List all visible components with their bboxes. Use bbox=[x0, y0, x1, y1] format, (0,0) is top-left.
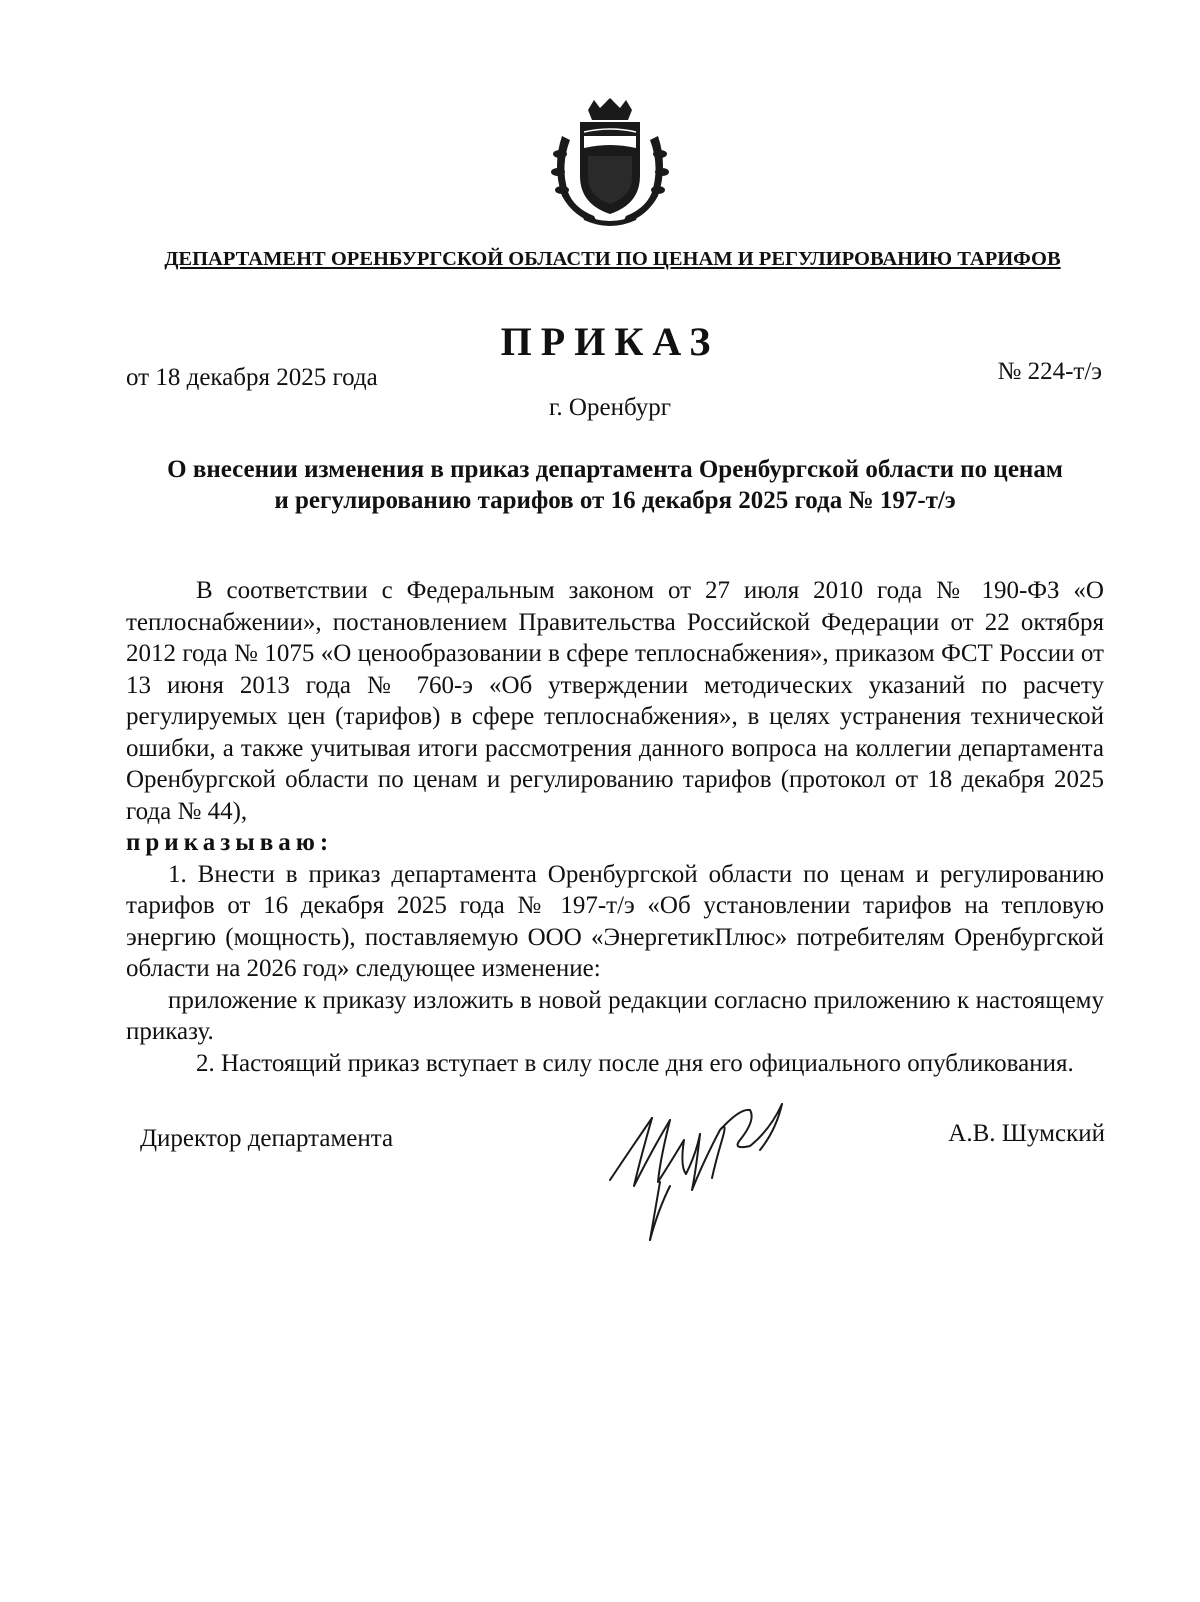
department-name: ДЕПАРТАМЕНТ ОРЕНБУРГСКОЙ ОБЛАСТИ ПО ЦЕНАМ И РЕГУЛИРОВАНИЮ ТАРИФОВ bbox=[164, 248, 1061, 270]
item-1-detail-paragraph: приложение к приказу изложить в новой редакции согласно приложению к настоящему приказу. bbox=[126, 986, 1104, 1045]
decree-word: приказываю: bbox=[126, 829, 334, 856]
order-date: от 18 декабря 2025 года bbox=[126, 364, 378, 391]
handwritten-signature bbox=[600, 1090, 800, 1250]
coat-of-arms-emblem bbox=[548, 96, 672, 228]
document-type-title: ПРИКАЗ bbox=[500, 319, 720, 364]
order-number: № 224-т/э bbox=[997, 358, 1102, 385]
preamble-paragraph: В соответствии с Федеральным законом от 27 июля 2010 года № 190-ФЗ «О теплоснабжении», постановлением Правительства Российской Федерации от 22 октября 2012 года № 1075 «О ценообразовании в сфере теплоснабжения», приказом ФСТ России от 13 июня 2013 года № 760-э «Об утверждении методических указаний по расчету регулируемых цен (тарифов) в сфере теплоснабжения», в целях устранения технической ошибки, а также учитывая итоги рассмотрения данного вопроса на коллегии департамента Оренбургской области по ценам и регулированию тарифов (протокол от 18 декабря 2025 года № 44), bbox=[126, 577, 1104, 825]
subject-line-2: и регулированию тарифов от 16 декабря 2025 года № 197-т/э bbox=[274, 487, 956, 514]
order-subject bbox=[120, 454, 1110, 516]
item-2-paragraph: 2. Настоящий приказ вступает в силу после дня его официального опубликования. bbox=[196, 1049, 1074, 1077]
subject-line-1: О внесении изменения в приказ департамента Оренбургской области по ценам bbox=[167, 456, 1063, 483]
item-1-paragraph: 1. Внести в приказ департамента Оренбургской области по ценам и регулированию тарифов от 16 декабря 2025 года № 197-т/э «Об установлении тарифов на тепловую энергию (мощность), поставляемую ООО «ЭнергетикПлюс» потребителям Оренбургской области на 2026 год» следующее изменение: bbox=[126, 860, 1104, 982]
signatory-name: А.В. Шумский bbox=[948, 1120, 1105, 1147]
order-city: г. Оренбург bbox=[549, 394, 671, 421]
order-body bbox=[126, 575, 1104, 1079]
signatory-position: Директор департамента bbox=[140, 1125, 394, 1152]
